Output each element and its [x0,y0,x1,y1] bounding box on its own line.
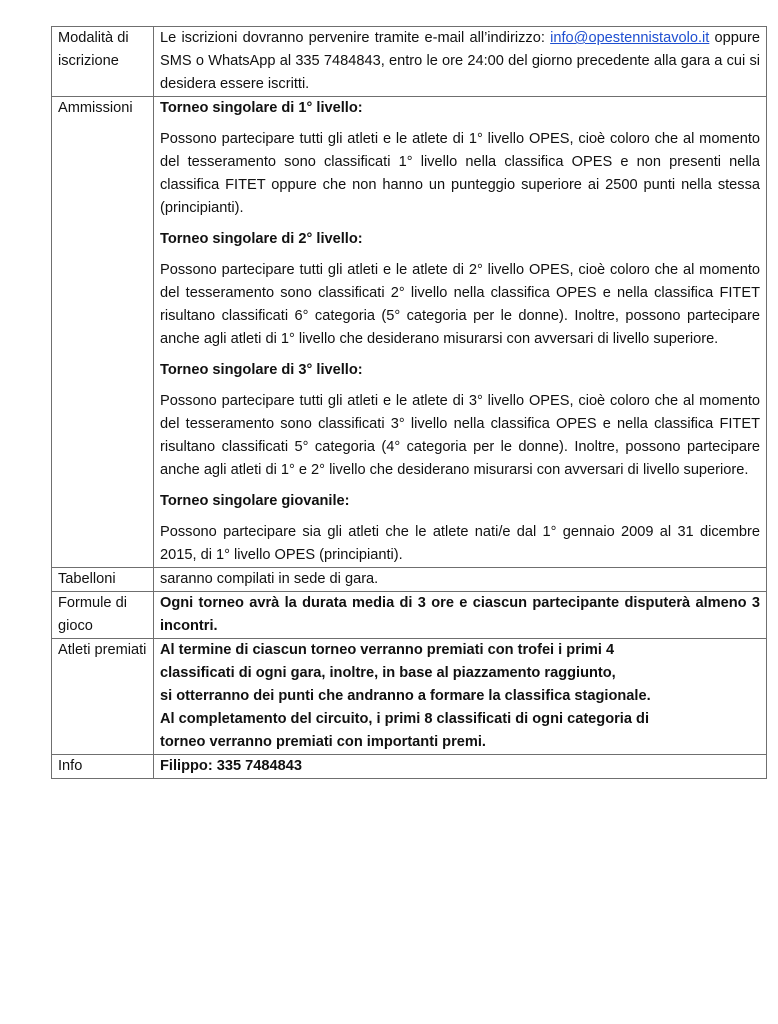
row-iscrizione [52,27,767,97]
section-livello-3 [160,359,760,482]
row-formule [52,592,767,639]
value-formule: Ogni torneo avrà la durata media di 3 ore e ciascun partecipante disputerà almeno 3 incontri. [154,592,767,639]
section-livello-2 [160,228,760,351]
iscrizione-text-after: oppure SMS o WhatsApp al 335 7484843, entro le ore 24:00 del giorno precedente alla gara a cui si desidera essere iscritti. [160,30,760,92]
value-ammissioni [154,97,767,568]
label-info: Info [52,755,154,779]
value-info: Filippo: 335 7484843 [154,755,767,779]
section-title: Torneo singolare giovanile: [160,493,350,509]
value-premiati [154,639,767,755]
label-formule: Formule di gioco [52,592,154,639]
row-info [52,755,767,779]
value-tabelloni: saranno compilati in sede di gara. [154,568,767,592]
section-title: Torneo singolare di 1° livello: [160,100,363,116]
section-title: Torneo singolare di 2° livello: [160,231,363,247]
row-tabelloni [52,568,767,592]
value-iscrizione [154,27,767,97]
row-premiati [52,639,767,755]
section-giovanile [160,490,760,567]
label-premiati: Atleti premiati [52,639,154,755]
regulations-table [51,26,767,779]
premiati-line: Al completamento del circuito, i primi 8 classificati di ogni categoria di [160,711,650,727]
premiati-line: classificati di ogni gara, inoltre, in base al piazzamento raggiunto, [160,665,616,681]
section-text: Possono partecipare tutti gli atleti e le atlete di 2° livello OPES, cioè coloro che al momento del tesseramento sono classificati 2° livello nella classifica OPES e nella classifica FITET risultano classificati 6° categoria (5° categoria per le donne). Inoltre, possono partecipare anche agli atleti di 1° livello che desiderano misurarsi con avversari di livello superiore. [160,262,760,347]
label-ammissioni: Ammissioni [52,97,154,568]
section-text: Possono partecipare tutti gli atleti e le atlete di 1° livello OPES, cioè coloro che al momento del tesseramento sono classificati 1° livello nella classifica OPES e non presenti nella classifica FITET oppure che non hanno un punteggio superiore ai 2500 punti nella stessa (principianti). [160,131,760,216]
iscrizione-text-before: Le iscrizioni dovranno pervenire tramite e-mail all’indirizzo: [160,30,551,46]
section-text: Possono partecipare sia gli atleti che le atlete nati/e dal 1° gennaio 2009 al 31 dicembre 2015, di 1° livello OPES (principianti). [160,524,760,563]
row-ammissioni [52,97,767,568]
label-iscrizione: Modalità di iscrizione [52,27,154,97]
label-tabelloni: Tabelloni [52,568,154,592]
premiati-line: torneo verranno premiati con importanti premi. [160,734,486,750]
section-livello-1 [160,97,760,220]
email-link[interactable]: info@opestennistavolo.it [550,30,710,46]
premiati-line: Al termine di ciascun torneo verranno premiati con trofei i primi 4 [160,642,615,658]
section-title: Torneo singolare di 3° livello: [160,362,363,378]
premiati-line: si otterranno dei punti che andranno a formare la classifica stagionale. [160,688,651,704]
section-text: Possono partecipare tutti gli atleti e le atlete di 3° livello OPES, cioè coloro che al momento del tesseramento sono classificati 3° livello nella classifica OPES e nella classifica FITET risultano classificati 5° categoria (4° categoria per le donne). Inoltre, possono partecipare anche agli atleti di 1° e 2° livello che desiderano misurarsi con avversari di livello superiore. [160,393,760,478]
